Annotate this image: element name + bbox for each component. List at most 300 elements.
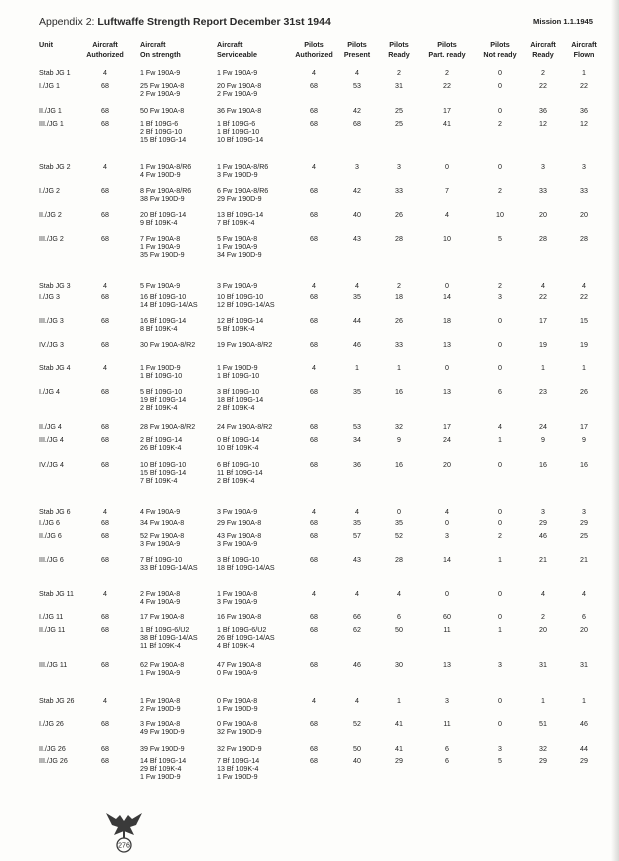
cell-present: 35 — [353, 519, 361, 527]
cell-flown: 29 — [580, 519, 588, 527]
cell-part: 13 — [443, 341, 451, 349]
cell-strength: 39 Fw 190D-9 — [140, 745, 185, 753]
cell-strength: 2 Bf 109G-14 26 Bf 109K-4 — [140, 436, 183, 453]
cell-part: 0 — [445, 163, 449, 171]
cell-unit: I./JG 3 — [39, 293, 60, 301]
cell-serv: 6 Fw 190A-8/R6 29 Fw 190D-9 — [217, 187, 269, 204]
cell-ready: 33 — [395, 341, 403, 349]
cell-ready: 35 — [395, 519, 403, 527]
cell-flown: 12 — [580, 120, 588, 128]
cell-ready: 26 — [395, 211, 403, 219]
cell-serv: 12 Bf 109G-14 5 Bf 109K-4 — [217, 317, 264, 334]
cell-strength: 17 Fw 190A-8 — [140, 613, 185, 621]
cell-part: 18 — [443, 317, 451, 325]
cell-present: 1 — [355, 364, 359, 372]
cell-part: 14 — [443, 293, 451, 301]
cell-strength: 2 Fw 190A-8 4 Fw 190A-9 — [140, 590, 181, 607]
cell-serv: 3 Fw 190A-9 — [217, 508, 258, 516]
cell-unit: III./JG 2 — [39, 235, 64, 243]
cell-flown: 15 — [580, 317, 588, 325]
cell-flown: 28 — [580, 235, 588, 243]
column-header: Aircraft On strength — [140, 40, 181, 59]
cell-part: 41 — [443, 120, 451, 128]
cell-unit: III./JG 6 — [39, 556, 64, 564]
cell-strength: 1 Fw 190A-8/R6 4 Fw 190D-9 — [140, 163, 192, 180]
cell-strength: 34 Fw 190A-8 — [140, 519, 185, 527]
cell-serv: 10 Bf 109G-10 12 Bf 109G-14/AS — [217, 293, 275, 310]
column-header: Aircraft Authorized — [86, 40, 124, 59]
column-header: Aircraft Flown — [571, 40, 597, 59]
cell-auth: 68 — [101, 293, 109, 301]
cell-pauth: 68 — [310, 235, 318, 243]
cell-serv: 0 Fw 190A-8 32 Fw 190D-9 — [217, 720, 262, 737]
cell-notready: 0 — [498, 69, 502, 77]
cell-part: 4 — [445, 211, 449, 219]
cell-ready: 3 — [397, 163, 401, 171]
cell-present: 42 — [353, 187, 361, 195]
cell-part: 13 — [443, 661, 451, 669]
cell-flown: 17 — [580, 423, 588, 431]
cell-strength: 5 Bf 109G-10 19 Bf 109G-14 2 Bf 109K-4 — [140, 388, 187, 413]
cell-unit: Stab JG 3 — [39, 282, 71, 290]
cell-strength: 1 Bf 109G-6 2 Bf 109G-10 15 Bf 109G-14 — [140, 120, 187, 145]
cell-present: 40 — [353, 211, 361, 219]
cell-serv: 1 Fw 190A-8/R6 3 Fw 190D-9 — [217, 163, 269, 180]
cell-pauth: 68 — [310, 341, 318, 349]
cell-pauth: 68 — [310, 293, 318, 301]
cell-ready: 30 — [395, 661, 403, 669]
cell-flown: 6 — [582, 613, 586, 621]
cell-strength: 1 Fw 190A-8 2 Fw 190D-9 — [140, 697, 181, 714]
cell-pauth: 68 — [310, 661, 318, 669]
cell-ready: 18 — [395, 293, 403, 301]
cell-notready: 3 — [498, 745, 502, 753]
cell-serv: 16 Fw 190A-8 — [217, 613, 262, 621]
cell-unit: II./JG 26 — [39, 745, 66, 753]
cell-present: 46 — [353, 661, 361, 669]
cell-serv: 20 Fw 190A-8 2 Fw 190A-9 — [217, 82, 262, 99]
cell-part: 17 — [443, 423, 451, 431]
cell-present: 36 — [353, 461, 361, 469]
cell-flown: 21 — [580, 556, 588, 564]
cell-part: 10 — [443, 235, 451, 243]
cell-pauth: 68 — [310, 556, 318, 564]
cell-ready: 33 — [395, 187, 403, 195]
cell-strength: 62 Fw 190A-8 1 Fw 190A-9 — [140, 661, 185, 678]
cell-notready: 2 — [498, 187, 502, 195]
cell-acready: 46 — [539, 532, 547, 540]
cell-flown: 22 — [580, 82, 588, 90]
cell-present: 57 — [353, 532, 361, 540]
cell-auth: 68 — [101, 745, 109, 753]
cell-flown: 29 — [580, 757, 588, 765]
cell-unit: II./JG 2 — [39, 211, 62, 219]
cell-present: 52 — [353, 720, 361, 728]
cell-notready: 2 — [498, 532, 502, 540]
cell-ready: 25 — [395, 107, 403, 115]
cell-pauth: 68 — [310, 436, 318, 444]
cell-ready: 25 — [395, 120, 403, 128]
cell-serv: 5 Fw 190A-8 1 Fw 190A-9 34 Fw 190D-9 — [217, 235, 262, 260]
cell-acready: 20 — [539, 626, 547, 634]
cell-present: 43 — [353, 556, 361, 564]
cell-acready: 23 — [539, 388, 547, 396]
cell-unit: Stab JG 6 — [39, 508, 71, 516]
cell-serv: 6 Bf 109G-10 11 Bf 109G-14 2 Bf 109K-4 — [217, 461, 263, 486]
cell-part: 11 — [443, 626, 451, 634]
cell-pauth: 68 — [310, 120, 318, 128]
cell-present: 4 — [355, 590, 359, 598]
cell-ready: 16 — [395, 461, 403, 469]
cell-part: 11 — [443, 720, 451, 728]
cell-present: 35 — [353, 388, 361, 396]
cell-acready: 16 — [539, 461, 547, 469]
cell-strength: 4 Fw 190A-9 — [140, 508, 181, 516]
cell-auth: 4 — [103, 163, 107, 171]
cell-auth: 68 — [101, 757, 109, 765]
column-header: Pilots Authorized — [295, 40, 333, 59]
cell-flown: 20 — [580, 211, 588, 219]
cell-serv: 36 Fw 190A-8 — [217, 107, 262, 115]
cell-acready: 29 — [539, 757, 547, 765]
cell-auth: 4 — [103, 508, 107, 516]
cell-acready: 33 — [539, 187, 547, 195]
cell-present: 4 — [355, 282, 359, 290]
cell-auth: 68 — [101, 519, 109, 527]
cell-present: 53 — [353, 82, 361, 90]
cell-ready: 41 — [395, 720, 403, 728]
cell-ready: 31 — [395, 82, 403, 90]
cell-ready: 9 — [397, 436, 401, 444]
cell-acready: 12 — [539, 120, 547, 128]
cell-present: 40 — [353, 757, 361, 765]
cell-auth: 4 — [103, 282, 107, 290]
cell-auth: 68 — [101, 626, 109, 634]
cell-unit: I./JG 11 — [39, 613, 64, 621]
cell-unit: III./JG 3 — [39, 317, 64, 325]
cell-flown: 19 — [580, 341, 588, 349]
cell-notready: 3 — [498, 661, 502, 669]
cell-acready: 22 — [539, 293, 547, 301]
cell-strength: 1 Fw 190D-9 1 Bf 109G-10 — [140, 364, 183, 381]
cell-unit: II./JG 6 — [39, 532, 62, 540]
cell-ready: 4 — [397, 590, 401, 598]
column-header: Unit — [39, 40, 53, 49]
cell-auth: 4 — [103, 697, 107, 705]
cell-pauth: 4 — [312, 69, 316, 77]
cell-notready: 0 — [498, 163, 502, 171]
cell-unit: II./JG 11 — [39, 626, 66, 634]
cell-acready: 21 — [539, 556, 547, 564]
cell-flown: 3 — [582, 163, 586, 171]
cell-part: 0 — [445, 282, 449, 290]
cell-pauth: 68 — [310, 107, 318, 115]
cell-acready: 4 — [541, 282, 545, 290]
cell-part: 4 — [445, 508, 449, 516]
cell-unit: II./JG 4 — [39, 423, 62, 431]
cell-ready: 52 — [395, 532, 403, 540]
cell-pauth: 68 — [310, 757, 318, 765]
cell-part: 20 — [443, 461, 451, 469]
cell-flown: 36 — [580, 107, 588, 115]
cell-acready: 24 — [539, 423, 547, 431]
cell-present: 44 — [353, 317, 361, 325]
cell-pauth: 4 — [312, 282, 316, 290]
cell-flown: 1 — [582, 69, 586, 77]
cell-notready: 2 — [498, 120, 502, 128]
cell-auth: 4 — [103, 69, 107, 77]
cell-serv: 3 Bf 109G-10 18 Bf 109G-14/AS — [217, 556, 275, 573]
cell-acready: 2 — [541, 69, 545, 77]
cell-acready: 31 — [539, 661, 547, 669]
cell-acready: 2 — [541, 613, 545, 621]
cell-pauth: 68 — [310, 720, 318, 728]
cell-present: 4 — [355, 69, 359, 77]
cell-strength: 30 Fw 190A-8/R2 — [140, 341, 196, 349]
cell-part: 17 — [443, 107, 451, 115]
cell-flown: 25 — [580, 532, 588, 540]
column-header: Aircraft Serviceable — [217, 40, 257, 59]
cell-acready: 19 — [539, 341, 547, 349]
cell-acready: 1 — [541, 697, 545, 705]
cell-notready: 0 — [498, 697, 502, 705]
cell-present: 43 — [353, 235, 361, 243]
cell-notready: 10 — [496, 211, 504, 219]
cell-notready: 6 — [498, 388, 502, 396]
cell-unit: III./JG 4 — [39, 436, 64, 444]
cell-auth: 68 — [101, 720, 109, 728]
cell-part: 2 — [445, 69, 449, 77]
cell-flown: 3 — [582, 508, 586, 516]
cell-present: 62 — [353, 626, 361, 634]
cell-unit: IV./JG 3 — [39, 341, 64, 349]
cell-flown: 4 — [582, 590, 586, 598]
cell-flown: 31 — [580, 661, 588, 669]
cell-pauth: 68 — [310, 613, 318, 621]
cell-serv: 24 Fw 190A-8/R2 — [217, 423, 273, 431]
cell-pauth: 4 — [312, 590, 316, 598]
cell-auth: 68 — [101, 341, 109, 349]
cell-acready: 20 — [539, 211, 547, 219]
cell-serv: 0 Fw 190A-8 1 Fw 190D-9 — [217, 697, 258, 714]
cell-auth: 68 — [101, 82, 109, 90]
cell-present: 46 — [353, 341, 361, 349]
page-number: 276 — [118, 842, 130, 850]
cell-auth: 68 — [101, 120, 109, 128]
cell-ready: 26 — [395, 317, 403, 325]
cell-serv: 32 Fw 190D-9 — [217, 745, 262, 753]
cell-unit: I./JG 6 — [39, 519, 60, 527]
cell-pauth: 4 — [312, 364, 316, 372]
appendix-prefix: Appendix 2: — [39, 16, 98, 28]
cell-acready: 32 — [539, 745, 547, 753]
column-header: Aircraft Ready — [530, 40, 556, 59]
cell-unit: III./JG 26 — [39, 757, 68, 765]
cell-strength: 16 Bf 109G-10 14 Bf 109G-14/AS — [140, 293, 198, 310]
cell-part: 0 — [445, 590, 449, 598]
cell-notready: 0 — [498, 613, 502, 621]
cell-notready: 4 — [498, 423, 502, 431]
cell-strength: 7 Bf 109G-10 33 Bf 109G-14/AS — [140, 556, 198, 573]
cell-acready: 22 — [539, 82, 547, 90]
cell-notready: 0 — [498, 519, 502, 527]
cell-pauth: 68 — [310, 532, 318, 540]
cell-unit: III./JG 11 — [39, 661, 68, 669]
cell-acready: 4 — [541, 590, 545, 598]
cell-pauth: 68 — [310, 187, 318, 195]
cell-part: 3 — [445, 697, 449, 705]
cell-serv: 1 Fw 190A-9 — [217, 69, 258, 77]
cell-notready: 0 — [498, 341, 502, 349]
cell-pauth: 4 — [312, 697, 316, 705]
cell-pauth: 68 — [310, 388, 318, 396]
cell-auth: 68 — [101, 556, 109, 564]
cell-unit: Stab JG 11 — [39, 590, 74, 598]
cell-part: 14 — [443, 556, 451, 564]
cell-notready: 0 — [498, 82, 502, 90]
cell-pauth: 68 — [310, 423, 318, 431]
cell-unit: Stab JG 26 — [39, 697, 75, 705]
cell-unit: I./JG 2 — [39, 187, 60, 195]
cell-ready: 29 — [395, 757, 403, 765]
cell-pauth: 68 — [310, 461, 318, 469]
cell-notready: 0 — [498, 590, 502, 598]
cell-part: 22 — [443, 82, 451, 90]
cell-ready: 28 — [395, 235, 403, 243]
cell-strength: 1 Bf 109G-6/U2 38 Bf 109G-14/AS 11 Bf 109K-4 — [140, 626, 198, 651]
cell-present: 42 — [353, 107, 361, 115]
cell-present: 53 — [353, 423, 361, 431]
cell-strength: 3 Fw 190A-8 49 Fw 190D-9 — [140, 720, 185, 737]
cell-ready: 32 — [395, 423, 403, 431]
cell-auth: 68 — [101, 317, 109, 325]
cell-unit: I./JG 1 — [39, 82, 60, 90]
cell-acready: 51 — [539, 720, 547, 728]
cell-auth: 68 — [101, 187, 109, 195]
cell-part: 6 — [445, 745, 449, 753]
cell-ready: 1 — [397, 364, 401, 372]
page-edge-shadow — [611, 0, 619, 861]
cell-unit: Stab JG 2 — [39, 163, 71, 171]
cell-flown: 20 — [580, 626, 588, 634]
cell-ready: 6 — [397, 613, 401, 621]
cell-flown: 26 — [580, 388, 588, 396]
column-header: Pilots Not ready — [483, 40, 517, 59]
cell-unit: Stab JG 1 — [39, 69, 71, 77]
cell-flown: 44 — [580, 745, 588, 753]
cell-unit: Stab JG 4 — [39, 364, 71, 372]
cell-auth: 68 — [101, 235, 109, 243]
cell-acready: 9 — [541, 436, 545, 444]
cell-strength: 50 Fw 190A-8 — [140, 107, 185, 115]
cell-present: 3 — [355, 163, 359, 171]
cell-flown: 9 — [582, 436, 586, 444]
cell-serv: 1 Fw 190D-9 1 Bf 109G-10 — [217, 364, 260, 381]
cell-acready: 17 — [539, 317, 547, 325]
cell-notready: 0 — [498, 508, 502, 516]
cell-strength: 8 Fw 190A-8/R6 38 Fw 190D-9 — [140, 187, 192, 204]
cell-notready: 0 — [498, 364, 502, 372]
cell-strength: 1 Fw 190A-9 — [140, 69, 181, 77]
cell-strength: 7 Fw 190A-8 1 Fw 190A-9 35 Fw 190D-9 — [140, 235, 185, 260]
cell-strength: 16 Bf 109G-14 8 Bf 109K-4 — [140, 317, 187, 334]
cell-part: 6 — [445, 757, 449, 765]
cell-unit: IV./JG 4 — [39, 461, 64, 469]
cell-strength: 20 Bf 109G-14 9 Bf 109K-4 — [140, 211, 187, 228]
cell-notready: 1 — [498, 556, 502, 564]
cell-flown: 46 — [580, 720, 588, 728]
cell-notready: 2 — [498, 282, 502, 290]
cell-auth: 68 — [101, 436, 109, 444]
cell-part: 3 — [445, 532, 449, 540]
cell-strength: 52 Fw 190A-8 3 Fw 190A-9 — [140, 532, 185, 549]
cell-serv: 19 Fw 190A-8/R2 — [217, 341, 273, 349]
cell-serv: 7 Bf 109G-14 13 Bf 109K-4 1 Fw 190D-9 — [217, 757, 260, 782]
cell-serv: 1 Bf 109G-6 1 Bf 109G-10 10 Bf 109G-14 — [217, 120, 264, 145]
cell-present: 35 — [353, 293, 361, 301]
cell-flown: 4 — [582, 282, 586, 290]
cell-pauth: 68 — [310, 745, 318, 753]
cell-serv: 3 Bf 109G-10 18 Bf 109G-14 2 Bf 109K-4 — [217, 388, 264, 413]
cell-pauth: 4 — [312, 508, 316, 516]
cell-present: 4 — [355, 508, 359, 516]
cell-acready: 36 — [539, 107, 547, 115]
cell-part: 24 — [443, 436, 451, 444]
cell-strength: 5 Fw 190A-9 — [140, 282, 181, 290]
cell-part: 7 — [445, 187, 449, 195]
cell-ready: 1 — [397, 697, 401, 705]
cell-part: 13 — [443, 388, 451, 396]
cell-flown: 1 — [582, 364, 586, 372]
cell-pauth: 68 — [310, 519, 318, 527]
cell-serv: 29 Fw 190A-8 — [217, 519, 262, 527]
cell-notready: 1 — [498, 626, 502, 634]
cell-unit: I./JG 4 — [39, 388, 60, 396]
report-title: Luftwaffe Strength Report December 31st 1944 — [97, 16, 331, 28]
cell-auth: 68 — [101, 613, 109, 621]
cell-pauth: 68 — [310, 317, 318, 325]
cell-notready: 1 — [498, 436, 502, 444]
cell-present: 68 — [353, 120, 361, 128]
cell-present: 34 — [353, 436, 361, 444]
cell-serv: 1 Fw 190A-8 3 Fw 190A-9 — [217, 590, 258, 607]
cell-ready: 0 — [397, 508, 401, 516]
cell-flown: 33 — [580, 187, 588, 195]
luftwaffe-emblem-icon — [100, 805, 148, 855]
cell-notready: 0 — [498, 317, 502, 325]
cell-auth: 68 — [101, 211, 109, 219]
cell-ready: 2 — [397, 69, 401, 77]
cell-pauth: 68 — [310, 211, 318, 219]
cell-auth: 68 — [101, 107, 109, 115]
cell-pauth: 68 — [310, 82, 318, 90]
cell-unit: III./JG 1 — [39, 120, 64, 128]
cell-acready: 28 — [539, 235, 547, 243]
cell-ready: 2 — [397, 282, 401, 290]
cell-strength: 25 Fw 190A-8 2 Fw 190A-9 — [140, 82, 185, 99]
cell-present: 66 — [353, 613, 361, 621]
cell-serv: 3 Fw 190A-9 — [217, 282, 258, 290]
cell-auth: 68 — [101, 661, 109, 669]
cell-auth: 68 — [101, 388, 109, 396]
cell-flown: 16 — [580, 461, 588, 469]
cell-auth: 68 — [101, 461, 109, 469]
cell-strength: 28 Fw 190A-8/R2 — [140, 423, 196, 431]
cell-flown: 1 — [582, 697, 586, 705]
cell-present: 50 — [353, 745, 361, 753]
cell-flown: 22 — [580, 293, 588, 301]
cell-notready: 5 — [498, 235, 502, 243]
